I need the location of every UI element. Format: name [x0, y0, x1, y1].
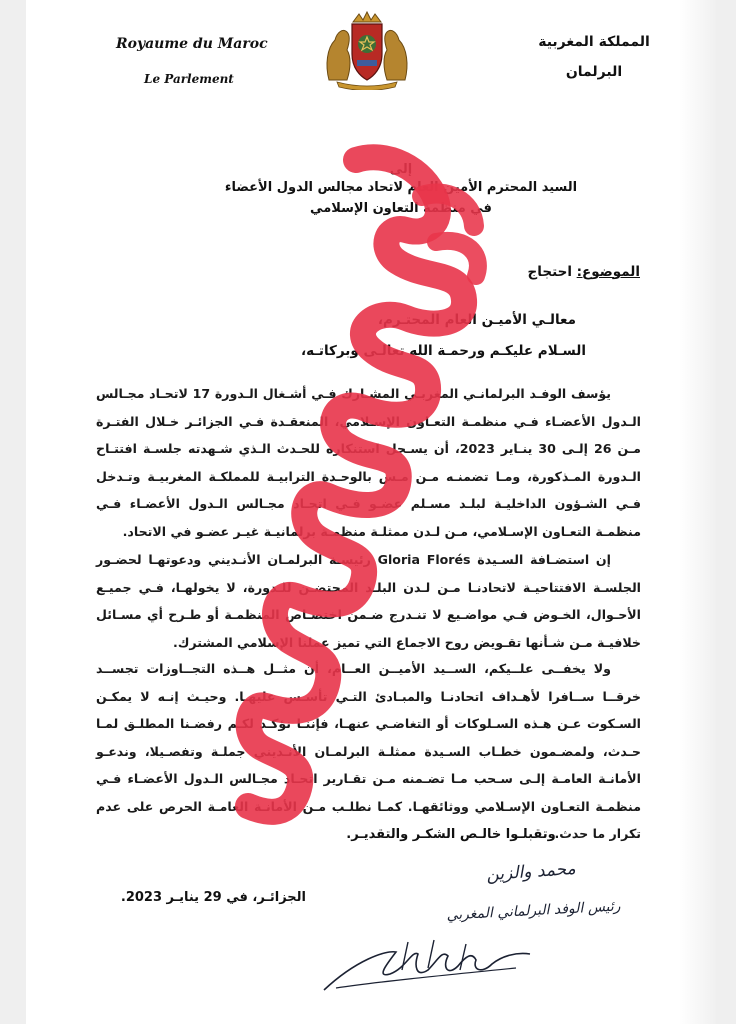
red-scribble-annotation — [26, 0, 716, 1024]
paragraph-2-name: Gloria Florés — [377, 552, 471, 567]
subject-value: احتجاج — [527, 264, 572, 280]
header-ar-kingdom: المملكة المغربية — [538, 34, 650, 50]
salutation-line2: السـلام عليكـم ورحمـة الله تعالـى وبركاتـه، — [300, 343, 586, 359]
closing-line: وتقبلـوا خالـص الشكـر والتقديـر. — [346, 827, 556, 842]
addressee-line1: إلى — [389, 162, 413, 177]
paragraph-3: ولا يخفــى علــيكم، الســيد الأميــن العــام، أن مثــل هــذه التجــاوزات تجســد خرقــا ســافرا لأهـداف اتحادنـا والمبـادئ التـي تأسـس عليهـا. وحيـث إنـه لا يمكـن السـكوت عـن هـذه السـلوكات أو التغاضـي عنهـا، فإننـا نؤكـد لكـم رفضـنا المطلـق لمـا حـدث، ولمضـمون خطـاب السـيدة ممثلـة البرلمـان الأنـديني جملـة وتفصـيلا، وندعـو الأمانـة العامـة إلـى سـحب مـا تضـمنه مـن تقـارير اتحـاد مجـالس الـدول الأعضـاء فـي منظمـة التعـاون الإسـلامي ووثائقهـا. كمـا نطلـب مـن الأمانـة العامـة الحرص على عدم تكرار ما حدث. — [96, 661, 641, 841]
signer-title: رئيس الوفد البرلماني المغربي — [446, 898, 621, 924]
header-fr-parliament: Le Parlement — [144, 72, 234, 86]
addressee-line2: السيد المحترم الأمين العام لاتحاد مجالس الدول الأعضاء — [224, 180, 578, 195]
letter-page — [26, 0, 716, 1024]
salutation-line1: معالـي الأميـن العام المحتـرم، — [377, 312, 576, 328]
subject-label: الموضوع: — [576, 264, 640, 280]
addressee-line3: في منظمة التعاون الإسلامي — [310, 201, 492, 216]
header-ar-parliament: البرلمان — [565, 64, 623, 80]
place-date: الجزائـر، في 29 ينايـر 2023. — [120, 890, 306, 905]
paragraph-2-after: رئيسـة البرلمـان الأنـديني ودعوتهـا لحضـور الجلسـة الافتتاحيـة لاتحادنـا مـن لـدن البلـد المحتضـن للـدورة، لا يخولهـا، فـي جميـع الأحـوال، الخـوض فـي مواضـيع لا تنـدرج ضـمن اختصـاص المنظمـة أو طـرح أي مسـائل خلافيـة مـن شـأنها تقـويض روح الاجماع التي تميز عملنا الإسلامي المشترك. — [96, 552, 641, 650]
paragraph-1: يؤسف الوفـد البرلمانـي المغربـي المشـارك فـي أشـغال الـدورة 17 لاتحـاد مجـالس الـدول الأعضـاء فـي منظمـة التعـاون الإسـلامي، المنعقـدة فـي الجزائـر خـلال الفتـرة مـن 26 إلـى 30 ينـاير 2023، أن يسـجل استنكاره للحـدث الـذي شـهدته جلسـة افتتـاح الـدورة المـذكورة، ومـا تضمنـه مـن مـس بالوحـدة الترابيـة للمملكـة المغربيـة وتـدخل فـي الشـؤون الداخليـة لبلـد مسـلم عضـو فـي اتحـاد مجـالس الـدول الأعضـاء فـي منظمـة التعـاون الإسـلامي، مـن لـدن ممثلـة منظمـة برلمانيـة غيـر عضـو في الاتحاد. — [96, 386, 641, 539]
header-fr-kingdom: Royaume du Maroc — [116, 36, 268, 52]
signer-name: محمد والزين — [485, 858, 577, 886]
paragraph-2-before: إن استضـافة السـيدة — [477, 552, 611, 567]
